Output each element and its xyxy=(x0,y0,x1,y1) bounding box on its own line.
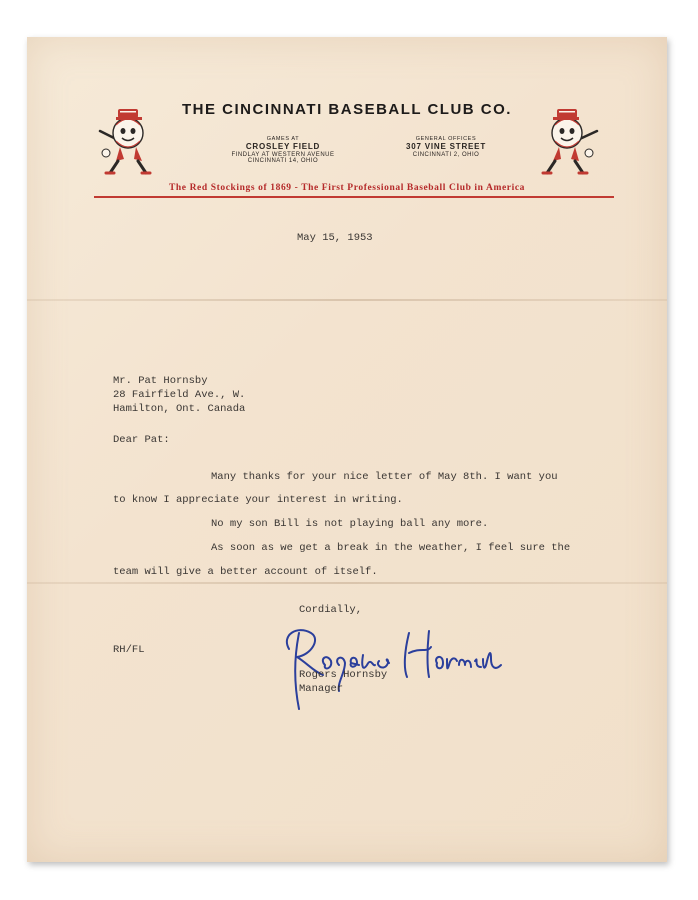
signer-name: Rogers Hornsby xyxy=(299,669,388,681)
closing: Cordially, xyxy=(299,604,363,616)
address-line: 307 VINE STREET xyxy=(405,142,487,152)
address-line: FINDLAY AT WESTERN AVENUE xyxy=(231,151,335,158)
recipient-city: Hamilton, Ont. Canada xyxy=(113,403,246,415)
address-line: GENERAL OFFICES xyxy=(415,136,477,142)
address-line: CINCINNATI 14, OHIO xyxy=(247,158,319,165)
address-line: CINCINNATI 2, OHIO xyxy=(412,151,480,158)
letterhead-rule xyxy=(94,196,614,198)
body-line: team will give a better account of itself. xyxy=(113,566,378,578)
body-line: to know I appreciate your interest in writing. xyxy=(113,494,403,506)
address-line: CROSLEY FIELD xyxy=(245,142,321,152)
office-address xyxy=(371,136,521,158)
body-line: Many thanks for your nice letter of May 8th. I want you xyxy=(211,471,558,483)
signer-title: Manager xyxy=(299,683,344,695)
letter-date: May 15, 1953 xyxy=(297,232,373,244)
letter-paper xyxy=(27,37,667,862)
salutation: Dear Pat: xyxy=(113,434,170,446)
recipient-name: Mr. Pat Hornsby xyxy=(113,375,208,387)
handwritten-signature xyxy=(259,609,509,719)
fold-line xyxy=(27,299,667,301)
recipient-street: 28 Fairfield Ave., W. xyxy=(113,389,246,401)
body-line: No my son Bill is not playing ball any more. xyxy=(211,518,489,530)
ballpark-address xyxy=(203,136,363,165)
reference-initials: RH/FL xyxy=(113,644,145,656)
letterhead-title: THE CINCINNATI BASEBALL CLUB CO. xyxy=(182,101,512,118)
body-line: As soon as we get a break in the weather, I feel sure the xyxy=(211,542,571,554)
letterhead-tagline: The Red Stockings of 1869 - The First Professional Baseball Club in America xyxy=(168,183,526,193)
recipient-address xyxy=(113,374,245,416)
fold-line xyxy=(27,582,667,584)
address-line: GAMES AT xyxy=(266,136,300,142)
